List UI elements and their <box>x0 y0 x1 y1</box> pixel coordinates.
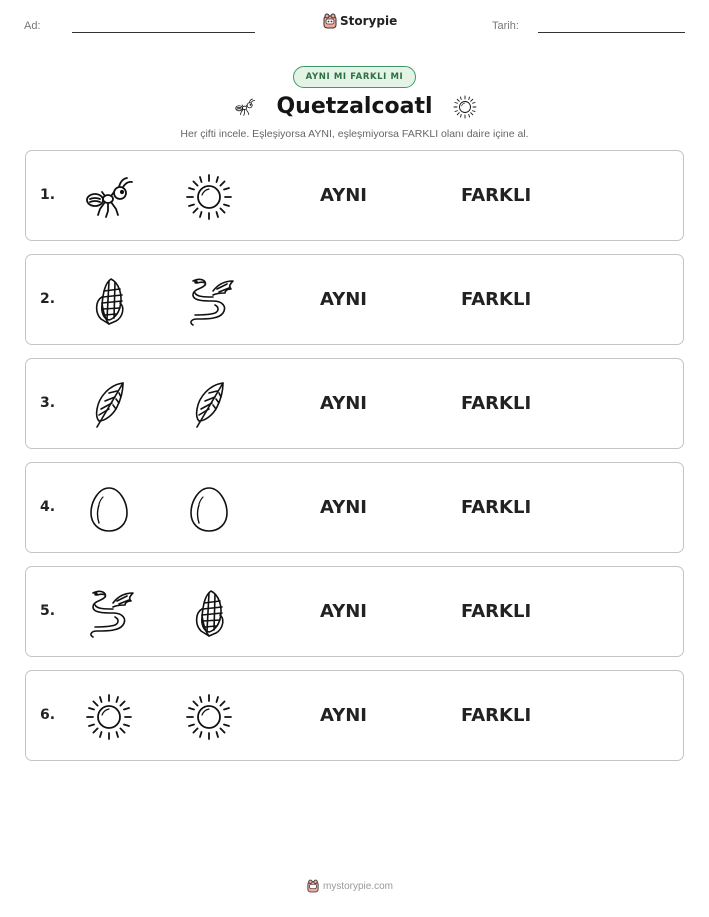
question-number: 3. <box>40 395 56 411</box>
brand-name: Storypie <box>340 14 398 28</box>
feathered-serpent-icon <box>183 275 235 327</box>
sun-icon <box>452 94 478 120</box>
date-line[interactable] <box>538 32 685 33</box>
question-row <box>25 150 684 241</box>
brand <box>323 13 397 29</box>
storypie-logo-icon <box>307 879 319 893</box>
same-option[interactable]: AYNI <box>320 705 368 726</box>
page-title: Quetzalcoatl <box>276 94 433 119</box>
question-row <box>25 462 684 553</box>
question-number: 2. <box>40 291 56 307</box>
corn-icon <box>83 275 135 327</box>
storypie-logo-icon <box>323 13 337 29</box>
sun-icon <box>183 171 235 223</box>
same-option[interactable]: AYNI <box>320 601 368 622</box>
question-number: 1. <box>40 187 56 203</box>
name-line[interactable] <box>72 32 255 33</box>
question-row <box>25 254 684 345</box>
corn-icon <box>183 587 235 639</box>
question-number: 6. <box>40 707 56 723</box>
feathered-serpent-icon <box>83 587 135 639</box>
different-option[interactable]: FARKLI <box>461 393 532 414</box>
sun-icon <box>183 691 235 743</box>
question-number: 5. <box>40 603 56 619</box>
ant-icon <box>83 171 135 223</box>
question-row <box>25 566 684 657</box>
same-option[interactable]: AYNI <box>320 185 368 206</box>
question-row <box>25 358 684 449</box>
same-option[interactable]: AYNI <box>320 497 368 518</box>
question-number: 4. <box>40 499 56 515</box>
different-option[interactable]: FARKLI <box>461 289 532 310</box>
feather-icon <box>183 379 235 431</box>
same-option[interactable]: AYNI <box>320 289 368 310</box>
sun-icon <box>83 691 135 743</box>
same-option[interactable]: AYNI <box>320 393 368 414</box>
instructions: Her çifti incele. Eşleşiyorsa AYNI, eşleşmiyorsa FARKLI olanı daire içine al. <box>180 128 529 140</box>
footer <box>307 879 393 893</box>
feather-icon <box>83 379 135 431</box>
different-option[interactable]: FARKLI <box>461 705 532 726</box>
different-option[interactable]: FARKLI <box>461 185 532 206</box>
egg-icon <box>183 483 235 535</box>
title-row <box>0 91 709 123</box>
egg-icon <box>83 483 135 535</box>
date-label: Tarih: <box>492 20 519 32</box>
different-option[interactable]: FARKLI <box>461 601 532 622</box>
activity-badge: AYNI MI FARKLI MI <box>293 66 416 88</box>
footer-url[interactable]: mystorypie.com <box>323 880 394 892</box>
different-option[interactable]: FARKLI <box>461 497 532 518</box>
name-label: Ad: <box>24 20 41 32</box>
question-row <box>25 670 684 761</box>
